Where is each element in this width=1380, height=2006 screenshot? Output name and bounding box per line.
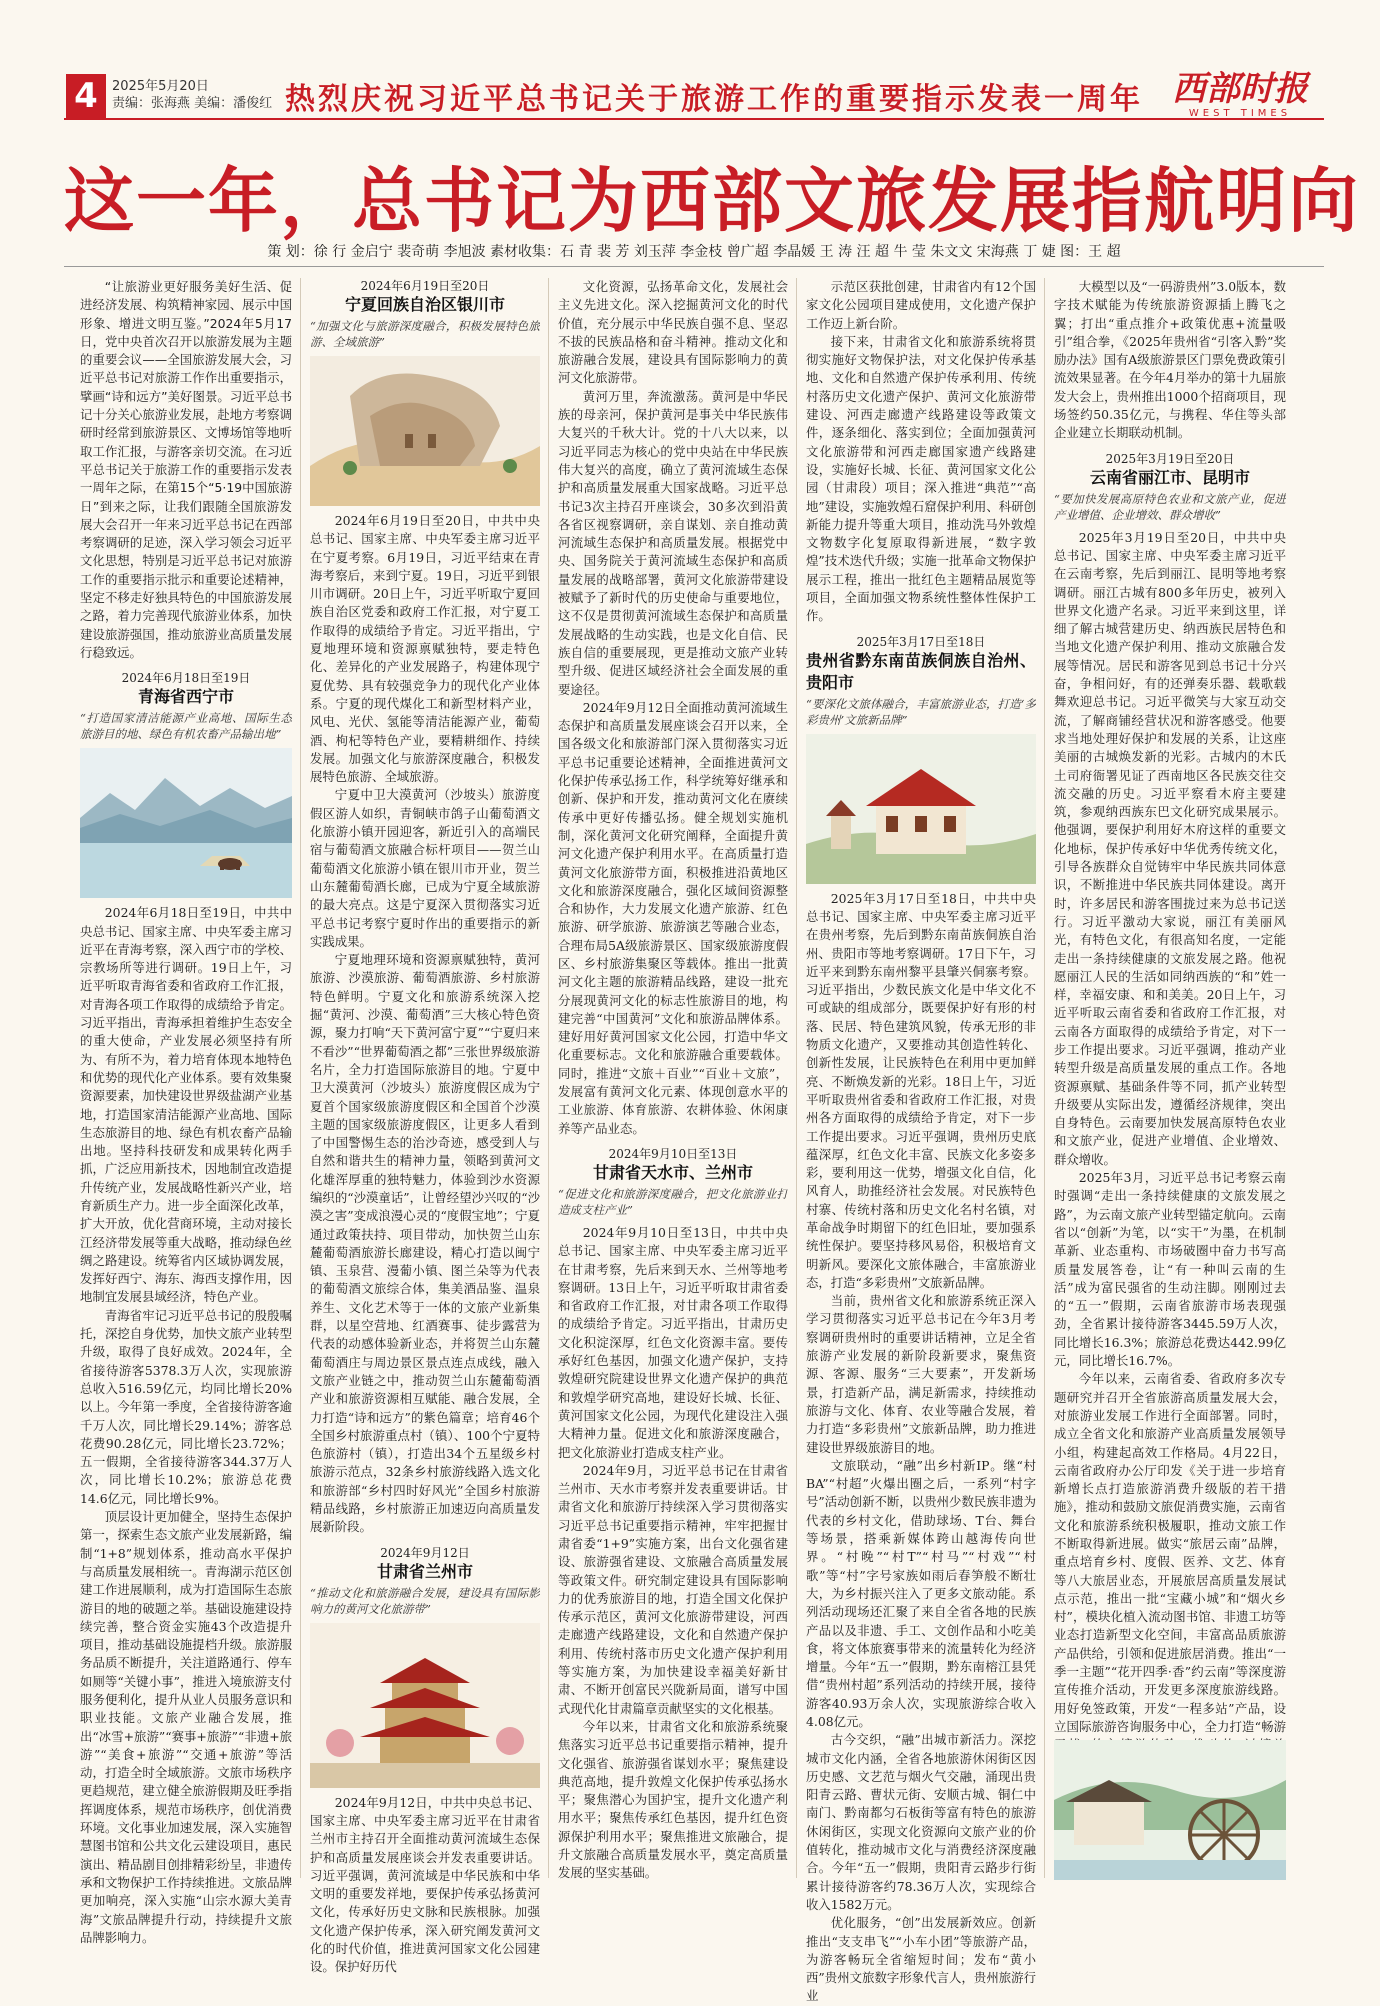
column-5 — [1054, 278, 1286, 1791]
section-quote: “打造国家清洁能源产业高地、国际生态旅游目的地、绿色有机农畜产品输出地” — [80, 711, 292, 742]
column-2 — [310, 278, 540, 1977]
section-body: 2025年3月17日至18日，中共中央总书记、国家主席、中央军委主席习近平在贵州考察，先后到黔东南苗族侗族自治州、贵阳市等地考察调研。17日下午，习近平来到黔东南州黎平县肇兴侗寨考察。习近平指出，少数民族文化是中华文化不可或缺的组成部分，既要保护好有形的村落、民居、特色建筑风貌，传承无形的非物质文化遗产，又要推动其创造性转化、创新性发展，让民族特色在利用中更加鲜亮、不断焕发新的光彩。18日上午，习近平听取贵州省委和省政府工作汇报，对贵州各方面取得的成绩给予肯定，对下一步工作提出要求。习近平强调，贵州历史底蕴深厚，红色文化丰富、民族文化多姿多彩，要利用这一优势，增强文化自信，化风育人，助推经济社会发展。对民族特色村寨、传统村落和历史文化名村名镇，对革命战争时期留下的红色旧址，要加强系统性保护。要坚持移风易俗，积极培育文明新风。要深化文旅体融合，丰富旅游业态，打造“多彩贵州”文旅新品牌。 — [806, 890, 1036, 1290]
section-body: 青海省牢记习近平总书记的殷殷嘱托，深挖自身优势，加快文旅产业转型升级，取得了良好成效。2024年，全省接待游客5378.3万人次，实现旅游总收入516.59亿元，均同比增长20%以上。今年第一季度，全省接待游客逾千万人次，同比增长29.14%；游客总花费90.28亿元，同比增长23.72%；五一假期，全省接待游客344.37万人次，同比增长10.2%；旅游总花费14.6亿元，同比增长9%。 — [80, 1307, 292, 1506]
section-title: 贵州省黔东南苗族侗族自治州、贵阳市 — [806, 650, 1036, 692]
section-body: 顶层设计更加健全，坚持生态保护第一，探索生态文旅产业发展新路，编制“1+8”规划体系，推动高水平保护与高质量发展相统一。青海湖示范区创建工作进展顺利，成为打造国际生态旅游目的地的破题之举。基础设施建设持续完善，整合资金实施43个改造提升项目，推动基础设施提档升级。旅游服务品质不断提升，关注道路通行、停车如厕等“关键小事”，推进入境旅游支付服务便利化，提升从业人员服务意识和职业技能。文旅产业融合发展，推出“冰雪+旅游”“赛事+旅游”“非遗+旅游”“美食+旅游”“交通+旅游”等活动，打造全时全域旅游。文旅市场秩序更趋规范，建立健全旅游假期及旺季指挥调度体系，规范市场秩序，创优消费环境。文化事业加速发展，深入实施智慧图书馆和公共文化云建设项目，惠民演出、精品剧目创排精彩纷呈，非遗传承和文物保护工作持续推进。文旅品牌更加响亮，深入实施“山宗水源大美青海”文旅品牌提升行动，持续提升文旅品牌影响力。 — [80, 1509, 292, 1945]
column-divider — [300, 278, 301, 1878]
page-date: 2025年5月20日 — [112, 79, 209, 94]
section-body: 2024年9月12日全面推动黄河流域生态保护和高质量发展座谈会召开以来，全国各级文化和旅游部门深入贯彻落实习近平总书记重要论述精神，全面推进黄河文化保护传承弘扬工作，科学统筹好继承和创新、保护和开发，推动黄河文化在赓续传承中更好传播弘扬。健全规划实施机制，深化黄河文化研究阐释，全面提升黄河文化遗产保护利用水平。在高质量打造黄河文化旅游带方面，积极推进沿黄地区文化和旅游深度融合，强化区域间资源整合和协作，大力发展文化遗产旅游、红色旅游、研学旅游、旅游演艺等融合业态，合理布局5A级旅游景区、国家级旅游度假区、乡村旅游集聚区等载体。推出一批黄河文化主题的旅游精品线路，建设一批充分展现黄河文化的标志性旅游目的地，构建完善“中国黄河”文化和旅游品牌体系。建好用好黄河国家文化公园，打造中华文化重要标志。文化和旅游融合重要载体。同时，推进“文旅＋百业”“百业＋文旅”，发展富有黄河文化元素、体现创意水平的工业旅游、体育旅游、农耕体验、休闲康养等产品业态。 — [558, 699, 788, 1136]
column-divider — [796, 278, 797, 1878]
column-4 — [806, 278, 1036, 2006]
header-rule — [64, 70, 1324, 120]
section-body: 2024年9月10日至13日，中共中央总书记、国家主席、中央军委主席习近平在甘肃考察，先后来到天水、兰州等地考察调研。13日上午，习近平听取甘肃省委和省政府工作汇报，对甘肃各项工作取得的成绩给予肯定。习近平指出，甘肃历史文化积淀深厚，红色文化资源丰富。要传承好红色基因，加强文化遗产保护，支持敦煌研究院建设世界文化遗产保护的典范和敦煌学研究高地，建设好长城、长征、黄河国家文化公园，为现代化建设注入强大精神力量。促进文化和旅游深度融合，把文化旅游业打造成支柱产业。 — [558, 1224, 788, 1460]
section-body: 2025年3月，习近平总书记考察云南时强调“走出一条持续健康的文旅发展之路”，为云南文旅产业转型锚定航向。云南省以“创新”为笔，以“实干”为墨，在机制革新、业态重构、市场破圈中奋力书写高质量发展答卷，让“有一种叫云南的生活”成为富民强省的生动注脚。刚刚过去的“五一”假期，云南省旅游市场表现强劲，全省累计接待游客3445.59万人次，同比增长16.3%；旅游总花费达442.99亿元，同比增长16.7%。 — [1054, 1170, 1286, 1369]
section-title: 甘肃省兰州市 — [376, 1561, 473, 1581]
section-body: 宁夏中卫大漠黄河（沙坡头）旅游度假区游人如织，青铜峡市鸽子山葡萄酒文化旅游小镇开园迎客，新近引入的高端民宿与葡萄酒文旅融合标杆项目——贺兰山葡萄酒文化旅游小镇在银川市开业，贺兰山东麓葡萄酒长廊，已成为宁夏全域旅游的最大亮点。这是宁夏深入贯彻落实习近平总书记考察宁夏时作出的重要指示的新实践成果。 — [310, 787, 540, 949]
section-qinghai — [80, 670, 292, 742]
section-body: 2025年3月19日至20日，中共中央总书记、国家主席、中央军委主席习近平在云南考察，先后到丽江、昆明等地考察调研。丽江古城有800多年历史，被列入世界文化遗产名录。习近平来到这里，详细了解古城营建历史、纳西族民居特色和当地文化遗产保护利用、推动文旅融合发展等情况。居民和游客见到总书记十分兴奋，争相问好，有的还弹奏乐器、载歌载舞欢迎总书记。习近平微笑与大家互动交流，了解商铺经营状况和游客感受。他要求当地处理好保护和发展的关系，让这座美丽的古城焕发新的光彩。古城内的木氏土司府衙署见证了西南地区各民族交往交流交融的历史。习近平察看木府主要建筑，参观纳西族东巴文化研究成果展示。他强调，要保护利用好木府这样的重要文化地标，保护传承好中华优秀传统文化，引导各族群众自觉铸牢中华民族共同体意识，不断推进中华民族共同体建设。离开时，许多居民和游客围拢过来为总书记送行。习近平激动大家说，丽江有美丽风光，有特色文化，有很高知名度，一定能走出一条持续健康的文旅发展之路。他祝愿丽江人民的生活如同纳西族的“和”姓一样，幸福安康、和和美美。20日上午，习近平听取云南省委和省政府工作汇报，对云南各方面取得的成绩给予肯定，对下一步工作提出要求。习近平强调，推动产业转型升级是高质量发展的重点工作。各地资源禀赋、基础条件等不同，抓产业转型升级要从实际出发，遵循经济规律，突出自身特色。云南要加快发展高原特色农业和文旅产业，促进产业增值、企业增效、群众增收。 — [1054, 529, 1286, 1167]
page-number: 4 — [66, 74, 106, 118]
section-body: 示范区获批创建，甘肃省内有12个国家文化公园项目建成使用，文化遗产保护工作迈上新台阶。 — [806, 279, 1036, 331]
section-yunnan — [1054, 451, 1286, 523]
section-body: 2024年9月12日，中共中央总书记、国家主席、中央军委主席习近平在甘肃省兰州市主持召开全面推动黄河流域生态保护和高质量发展座谈会并发表重要讲话。习近平强调，黄河流域是中华民族和中华文明的重要发祥地，要保护传承弘扬黄河文化，传承好历史文脉和民族根脉。加强文化遗产保护传承，深入研究阐发黄河文化的时代价值，推进黄河国家文化公园建设。保护好历代 — [310, 1794, 540, 1975]
section-body: 2024年6月19日至20日，中共中央总书记、国家主席、中央军委主席习近平在宁夏考察。6月19日，习近平结束在青海考察后，来到宁夏。19日，习近平到银川市调研。20日上午，习近平听取宁夏回族自治区党委和政府工作汇报，对宁夏工作取得的成绩给予肯定。习近平指出，宁夏地理环境和资源禀赋独特，要走特色化、差异化的产业发展路子，构建体现宁夏优势、具有较强竞争力的现代化产业体系。宁夏的现代煤化工和新型材料产业，风电、光伏、氢能等清洁能源产业，葡萄酒、枸杞等特色产业，要精耕细作、持续发展。加强文化与旅游深度融合，积极发展特色旅游、全域旅游。 — [310, 513, 540, 785]
section-body: 文旅联动，“融”出乡村新IP。继“村BA”“村超”火爆出圈之后，一系列“村字号”活动创新不断，以贵州少数民族非遗为代表的乡村文化，借助球场、T台、舞台等场景，搭乘新媒体跨山越海传向世界。“村晚”“村T”“村马”“村戏”“村歌”等“村”字号家族如雨后春笋般不断壮大，为乡村振兴注入了更多文旅动能。系列活动现场还汇聚了来自全省各地的民族产品以及非遗、手工、文创作品和小吃美食，将文体旅赛事带来的流量转化为经济增量。今年“五一”假期，黔东南榕江县凭借“贵州村超”系列活动的持续开展，接待游客40.93万余人次，实现旅游综合收入4.08亿元。 — [806, 1457, 1036, 1729]
section-quote: “促进文化和旅游深度融合，把文化旅游业打造成支柱产业” — [558, 1186, 788, 1217]
headline-divider — [64, 266, 1324, 267]
section-body: 古今交织，“融”出城市新活力。深挖城市文化内涵，全省各地旅游休闲街区因历史感、文艺范与烟火气交融，涌现出贵阳青云路、曹状元街、安顺古城、铜仁中南门、黔南都匀石板街等富有特色的旅游休闲街区，实现文化资源向文旅产业的价值转化，推动城市文化与消费经济深度融合。今年“五一”假期，贵阳青云路步行街累计接待游客约78.36万人次，实现综合收入1582万元。 — [806, 1732, 1036, 1912]
guizhou-village-illustration — [806, 734, 1036, 884]
section-quote: “要深化文旅体融合，丰富旅游业态，打造‘多彩贵州’文旅新品牌” — [806, 696, 1036, 727]
section-date: 2025年3月17日至18日 — [856, 634, 986, 649]
section-date: 2024年6月18日至19日 — [121, 671, 251, 686]
section-guizhou — [806, 634, 1036, 728]
section-body: 2024年6月18日至19日，中共中央总书记、国家主席、中央军委主席习近平在青海考察，深入西宁市的学校、宗教场所等进行调研。19日上午，习近平听取青海省委和省政府工作汇报，对青海各项工作取得的成绩给予肯定。习近平指出，青海承担着维护生态安全的重大使命，产业发展必须坚持有所为、有所不为，着力培育体现本地特色和优势的现代化产业体系。要有效集聚资源要素，加快建设世界级盐湖产业基地，打造国家清洁能源产业高地、国际生态旅游目的地、绿色有机农畜产品输出地。坚持科技研发和成果转化两手抓，广泛应用新技术，因地制宜改造提升传统产业，发展战略性新兴产业，培育新质生产力。进一步全面深化改革，扩大开放，优化营商环境，主动对接长江经济带发展等重大战略，推动绿色丝绸之路建设。统筹省内区域协调发展，发挥好西宁、海东、海西支撑作用，因地制宜发展县域经济，特色产业。 — [80, 905, 292, 1305]
credits-line: 策 划：徐 行 金启宁 裴奇萌 李旭波 素材收集：石 青 裴 芳 刘玉萍 李金枝 曾广超 李晶媛 王 涛 汪 超 牛 莹 朱文文 宋海燕 丁 婕 图：王 超 — [267, 244, 1121, 260]
column-divider — [1044, 278, 1045, 1878]
section-body: 大模型以及“一码游贵州”3.0版本，数字技术赋能为传统旅游资源插上腾飞之翼；打出“重点推介+政策优惠+流量吸引”组合拳，《2025年贵州省“引客入黔”奖励办法》国有A级旅游景区门票免费政策引流效果显著。在今年4月举办的第十九届旅发大会上，贵州推出1000个招商项目，现场签约50.35亿元，与携程、华住等头部企业建立长期联动机制。 — [1054, 279, 1286, 441]
section-tianshui — [558, 1146, 788, 1218]
section-body: 当前，贵州省文化和旅游系统正深入学习贯彻落实习近平总书记在今年3月考察调研贵州时的重要讲话精神，立足全省旅游产业发展的新阶段新要求，聚焦资源、客源、服务“三大要素”，开发新场景，打造新产品，满足新需求，持续推动旅游与文化、体育、农业等融合发展，着力打造“多彩贵州”文旅新品牌，助力推进建设世界级旅游目的地。 — [806, 1293, 1036, 1455]
section-body: 宁夏地理环境和资源禀赋独特，黄河旅游、沙漠旅游、葡萄酒旅游、乡村旅游特色鲜明。宁夏文化和旅游系统深入挖掘“黄河、沙漠、葡萄酒”三大核心特色资源，聚力打响“天下黄河富宁夏”“宁夏归来不看沙”“世界葡萄酒之都”三张世界级旅游名片，全力打造国际旅游目的地。宁夏中卫大漠黄河（沙坡头）旅游度假区成为宁夏首个国家级旅游度假区和全国首个沙漠主题的国家级旅游度假区，让更多人看到了中国警惕生态的治沙奇迹，感受到人与自然和谐共生的精神力量，领略到黄河文化雄浑厚重的独特魅力，体验到沙水资源编织的“沙漠童话”，让曾经望沙兴叹的“沙漠之害”变成浪漫心灵的“度假宝地”；宁夏通过政策扶持、项目带动，加快贺兰山东麓葡萄酒旅游长廊建设，精心打造以闽宁镇、玉泉营、漫葡小镇、图兰朵等为代表的葡萄酒文旅综合体，集美酒品鉴、温泉养生、文化艺术等于一体的文旅产业新集群，以星空营地、红酒赛事、徒步露营为代表的动感体验新业态，并将贺兰山东麓葡萄酒庄与周边景区景点连点成线，融入文旅产业链之中，推动贺兰山东麓葡萄酒产业和旅游资源相互赋能、融合发展，全力打造“诗和远方”的紫色篇章；培育46个全国乡村旅游重点村（镇）、100个宁夏特色旅游村（镇），打造出34个五星级乡村旅游示范点，32条乡村旅游线路入选文化和旅游部“乡村四时好风光”全国乡村旅游精品线路，乡村旅游正加速迈向高质量发展新阶段。 — [310, 952, 540, 1535]
section-lanzhou — [310, 1545, 540, 1617]
section-quote: “要加快发展高原特色农业和文旅产业，促进产业增值、企业增效、群众增收” — [1054, 491, 1286, 522]
section-title: 云南省丽江市、昆明市 — [1089, 467, 1250, 487]
section-body: 今年以来，甘肃省文化和旅游系统聚焦落实习近平总书记重要指示精神，提升文化强省、旅游强省谋划水平；聚焦建设典范高地，提升敦煌文化保护传承弘扬水平；聚焦潜心为国护宝，提升文化遗产利用水平；聚焦传承红色基因，提升红色资源保护利用水平；聚焦推进文旅融合，提升文旅融合高质量发展水平，奠定高质量发展的坚实基础。 — [558, 1718, 788, 1881]
section-title: 甘肃省天水市、兰州市 — [592, 1162, 753, 1182]
section-body: 今年以来，云南省委、省政府多次专题研究并召开全省旅游高质量发展大会，对旅游业发展工作进行全面部署。同时，成立全省文化和旅游产业高质量发展领导小组，构建起高效工作格局。4月22日，云南省政府办公厅印发《关于进一步培育新增长点打造旅游消费升级版的若干措施》，推动和鼓励文旅促消费实施，云南省文化和旅游系统积极履职，推动文旅工作不断取得新进展。做实“旅居云南”品牌，重点培育乡村、度假、医养、文艺、体育等八大旅居业态，开展旅居高质量发展试点示范，推出一批“宝藏小城”和“烟火乡村”，模块化植入流动图书馆、非遗工坊等业态打造新型文化空间，丰富高品质旅游产品供给，引领和促进旅居消费。推出“一季一主题”“花开四季·香”约云南”等深度游宣传推介活动，开发更多深度旅游线路。用好免签政策，开发“一程多站”产品，设立国际旅游咨询服务中心，全力打造“畅游 — [1054, 1371, 1286, 1734]
yunnan-waterwheel-illustration — [1054, 1740, 1286, 1880]
section-body: 黄河万里，奔流激荡。黄河是中华民族的母亲河，保护黄河是事关中华民族伟大复兴的千秋大计。党的十八大以来，以习近平同志为核心的党中央站在中华民族伟大复兴的高度，确立了黄河流域生态保护和高质量发展重大国家战略。习近平总书记3次主持召开座谈会，30多次到沿黄各省区视察调研，亲自谋划、亲自推动黄河流域生态保护和高质量发展。根据党中央、国务院关于黄河流域生态保护和高质量发展的战略部署，黄河文化旅游带建设被赋予了新时代的历史使命与重要地位，这不仅是贯彻黄河流域生态保护和高质量发展战略的生动实践，也是文化自信、民族自信的重要展现，更是推动文旅产业转型升级、促进区域经济社会全面发展的重要途径。 — [558, 388, 788, 697]
section-date: 2024年6月19日至20日 — [360, 279, 490, 293]
section-date: 2024年9月10日至13日 — [608, 1146, 738, 1161]
section-quote: “推动文化和旅游融合发展，建设具有国际影响力的黄河文化旅游带” — [310, 1585, 540, 1616]
section-title: 青海省西宁市 — [137, 687, 234, 707]
logo-text: 西部时报 — [1172, 69, 1308, 109]
column-1 — [80, 278, 292, 1947]
ningxia-desert-illustration — [310, 356, 540, 506]
main-headline: 这一年，总书记为西部文旅发展指航明向 — [64, 160, 1360, 242]
section-body: 2024年9月，习近平总书记在甘肃省兰州市、天水市考察并发表重要讲话。甘肃省文化和旅游厅持续深入学习贯彻落实习近平总书记重要指示精神，牢牢把握甘肃省委“1+9”实施方案，出台文化强省建设、旅游强省建设、文旅融合高质量发展等政策文件。研究制定建设具有国际影响力的优秀旅游目的地，打造全国文化保护传承示范区，黄河文化旅游带建设，河西走廊遗产线路建设，文化和自然遗产保护利用、传统村落市历史文化遗产保护利用等实施方案，为加快建设幸福美好新甘肃、不断开创富民兴陇新局面，谱写中国式现代化甘肃篇章贡献坚实的文化根基。 — [558, 1462, 788, 1716]
page-editors: 责编：张海燕 美编：潘俊红 — [112, 96, 273, 111]
section-date: 2025年3月19日至20日 — [1105, 451, 1235, 466]
section-body: 优化服务，“创”出发展新效应。创新推出“支支串飞”“小车小团”等旅游产品，为游客畅玩全省缩短时间；发布“黄小西”贵州文旅数字形象代言人，贵州旅游行业 — [806, 1915, 1036, 2004]
section-date: 2024年9月12日 — [380, 1545, 470, 1560]
section-body: 文化资源，弘扬革命文化，发展社会主义先进文化。深入挖掘黄河文化的时代价值，充分展示中华民族自强不息、坚忍不拔的民族品格和奋斗精神。推动文化和旅游融合发展，建设具有国际影响力的黄河文化旅游带。 — [558, 279, 788, 386]
column-3 — [558, 278, 788, 1883]
page-banner: 热烈庆祝习近平总书记关于旅游工作的重要指示发表一周年 — [285, 82, 1143, 117]
lanzhou-pavilion-illustration — [310, 1623, 540, 1788]
intro-lead: “让旅游业更好服务美好生活、促进经济发展、构筑精神家园、展示中国形象、增进文明互鉴。”2024年5月17日，党中央首次召开以旅游发展为主题的重要会议——全国旅游发展大会，习近平总书记对旅游工作作出重要指示，擘画“诗和远方”美好图景。习近平总书记十分关心旅游业发展，赴地方考察调研时经常到旅游景区、文博场馆等地听取工作汇报，与游客亲切交流。在习近平总书记关于旅游工作的重要指示发表一周年之际，在第15个“5·19中国旅游日”到来之际，让我们跟随全国旅游发展大会召开一年来习近平总书记在西部考察调研的足迹，深入学习领会习近平文化思想，特别是习近平总书记对旅游工作的重要指示批示和重要论述精神，坚定不移走好独具特色的中国旅游发展之路，着力完善现代旅游业体系，加快建设旅游强国，推动旅游业高质量发展行稳致远。 — [80, 279, 292, 660]
section-quote: “加强文化与旅游深度融合，积极发展特色旅游、全域旅游” — [310, 319, 540, 349]
section-body: 接下来，甘肃省文化和旅游系统将贯彻实施好文物保护法，对文化保护传承基地、文化和自然遗产保护传承利用、传统村落历史文化遗产保护、黄河文化旅游带建设、河西走廊遗产线路建设等政策文件，逐条细化、落实到位；全面加强黄河文化旅游带和河西走廊国家遗产线路建设，实施好长城、长征、黄河国家文化公园（甘肃段）项目；深入推进“典范”“高地”建设，实施敦煌石窟保护利用、科研创新能力提升等重大项目，推动洗马外敦煌文物数字化复原取得新进展，“数字敦煌”技术迭代升级；实施一批革命文物保护展示工程，推出一批红色主题精品展览等项目，全面加强文物系统性整体性保护工作。 — [806, 333, 1036, 624]
qinghai-lake-illustration — [80, 748, 292, 898]
column-divider — [548, 278, 549, 1878]
logo-subtext: WEST TIMES — [1188, 108, 1292, 119]
section-title: 宁夏回族自治区银川市 — [344, 295, 505, 314]
section-ningxia — [310, 278, 540, 350]
